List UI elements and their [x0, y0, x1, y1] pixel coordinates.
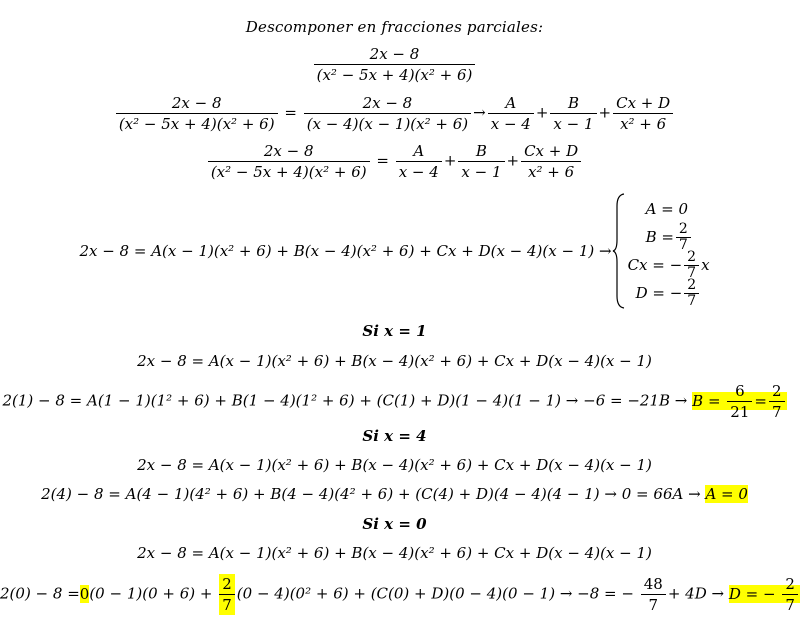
- denominator: x² + 6: [620, 115, 667, 133]
- numerator: Cx + D: [613, 93, 673, 114]
- brace: [612, 192, 626, 310]
- numerator: B: [550, 93, 596, 114]
- result-b: [628, 220, 710, 253]
- case-1-identity: 2x − 8 = A(x − 1)(x² + 6) + B(x − 4)(x² + 6) + Cx + D(x − 4)(x − 1): [137, 352, 652, 370]
- result-lhs: D = −: [728, 584, 776, 603]
- decomposition-step: $\frac{2x - 8}{\text{(x² − 5x + 4)(x² + 6)}}$ = $\frac{A}{x - 4}$ + $\frac{B}{x - 1}$ + $\frac{Cx + D}{\text{x² + 6}}$: [0, 141, 789, 182]
- case-4-identity: 2x − 8 = A(x − 1)(x² + 6) + B(x − 4)(x² + 6) + Cx + D(x − 4)(x − 1): [137, 456, 652, 474]
- case-1-eval-text: 2(1) − 8 = A(1 − 1)(1² + 6) + B(1 − 4)(1² + 6) + (C(1) + D)(1 − 4)(1 − 1) → −6 = −21B →: [2, 391, 688, 410]
- result-fraction-1: [727, 381, 752, 422]
- denominator: 7: [222, 596, 232, 614]
- case-4-result: A = 0: [705, 485, 748, 503]
- partial-b: [550, 93, 596, 134]
- main-fraction-line: [0, 44, 789, 85]
- numerator: 2: [769, 381, 785, 402]
- result-b-lhs: B =: [645, 228, 674, 246]
- result-a-text: A = 0: [645, 200, 689, 218]
- numerator: 2: [676, 222, 691, 238]
- denominator: x − 4: [398, 163, 439, 181]
- result-c-fraction: [684, 250, 699, 281]
- denominator: x − 4: [490, 115, 531, 133]
- eval-fraction-48-7: [641, 574, 666, 615]
- numerator: A: [488, 93, 534, 114]
- partial-b: [458, 141, 504, 182]
- result-c: [627, 248, 710, 281]
- denominator: 7: [648, 596, 659, 614]
- result-d: [628, 276, 710, 309]
- numerator: 2x − 8: [304, 93, 471, 114]
- factoring-step: $\frac{2x - 8}{\text{(x² − 5x + 4)(x² + 6)}}$ = $\frac{2x - 8}{\text{(x − 4)(x − 1)(x² + 6)}}$ → $\frac{A}{x - 4}$ + $\frac{B}{x - 1}$ + $\frac{Cx + D}{\text{x² + 6}}$: [0, 93, 789, 134]
- numerator: 2: [219, 574, 235, 595]
- numerator: 6: [727, 381, 752, 402]
- case-1-evaluation: [0, 381, 789, 422]
- denominator: 7: [687, 264, 697, 281]
- result-b-fraction: [676, 222, 691, 253]
- denominator: (x² − 5x + 4)(x² + 6): [210, 163, 367, 181]
- eval-part-d: + 4D →: [667, 584, 725, 603]
- numerator: 48: [641, 574, 666, 595]
- factored-fraction: [304, 93, 471, 134]
- result-a: [628, 195, 710, 223]
- partial-cd: [521, 141, 581, 182]
- denominator: 7: [785, 596, 795, 614]
- denominator: x − 1: [461, 163, 502, 181]
- eval-part-b: (0 − 1)(0 + 6) +: [89, 584, 213, 603]
- eval-part-c: (0 − 4)(0² + 6) + (C(0) + D)(0 − 4)(0 − 1) → −8 = −: [236, 584, 634, 603]
- case-0-evaluation: [0, 574, 795, 615]
- case-0-result: [728, 575, 800, 614]
- case-0-identity: 2x − 8 = A(x − 1)(x² + 6) + B(x − 4)(x² + 6) + Cx + D(x − 4)(x − 1): [137, 544, 652, 562]
- denominator: (x − 4)(x − 1)(x² + 6): [306, 115, 469, 133]
- result-c-lhs: Cx = −: [627, 256, 683, 274]
- partial-a: [488, 93, 534, 134]
- denominator: (x² − 5x + 4)(x² + 6): [118, 115, 275, 133]
- identity-equation: 2x − 8 = A(x − 1)(x² + 6) + B(x − 4)(x² + 6) + Cx + D(x − 4)(x − 1) →: [79, 242, 612, 260]
- main-fraction-denominator: (x² − 5x + 4)(x² + 6): [316, 66, 473, 84]
- case-4-eval-text: 2(4) − 8 = A(4 − 1)(4² + 6) + B(4 − 4)(4² + 6) + (C(4) + D)(4 − 4)(4 − 1) → 0 = 66A →: [41, 485, 701, 503]
- denominator: x² + 6: [528, 163, 575, 181]
- results-system: [628, 195, 710, 307]
- result-lhs: B =: [692, 391, 721, 410]
- partial-cd: [613, 93, 673, 134]
- left-brace-icon: [612, 192, 626, 310]
- numerator: 2x − 8: [208, 141, 370, 162]
- denominator: 21: [730, 403, 750, 421]
- main-fraction-numerator: 2x − 8: [314, 44, 476, 65]
- result-fraction: [782, 574, 798, 615]
- result-d-fraction: [684, 278, 699, 309]
- main-fraction: [314, 44, 476, 85]
- original-fraction: [208, 141, 370, 182]
- identity-system: [0, 190, 789, 312]
- highlight-b-fraction: [219, 574, 235, 615]
- numerator: 2: [782, 574, 798, 595]
- highlight-a-value: 0: [79, 584, 90, 603]
- numerator: 2x − 8: [116, 93, 278, 114]
- numerator: 2: [684, 250, 699, 266]
- numerator: Cx + D: [521, 141, 581, 162]
- eval-part-a: 2(0) − 8 =: [0, 584, 80, 603]
- denominator: x − 1: [553, 115, 594, 133]
- denominator: 7: [678, 236, 688, 253]
- case-0-heading: Si x = 0: [362, 515, 427, 533]
- original-fraction: [116, 93, 278, 134]
- result-d-lhs: D = −: [635, 284, 683, 302]
- denominator: 7: [687, 292, 697, 309]
- case-4-evaluation: [0, 485, 789, 503]
- numerator: A: [396, 141, 442, 162]
- case-1-heading: Si x = 1: [362, 322, 427, 340]
- result-c-tail: x: [701, 256, 710, 274]
- result-fraction-2: [769, 381, 785, 422]
- numerator: 2: [684, 278, 699, 294]
- page-title: Descomponer en fracciones parciales:: [245, 18, 544, 36]
- numerator: B: [458, 141, 504, 162]
- case-4-heading: Si x = 4: [362, 427, 427, 445]
- partial-a: [396, 141, 442, 182]
- denominator: 7: [771, 403, 782, 421]
- case-1-result: B = $\frac{6}{21}$ = $\frac{2}{7}$: [692, 392, 786, 410]
